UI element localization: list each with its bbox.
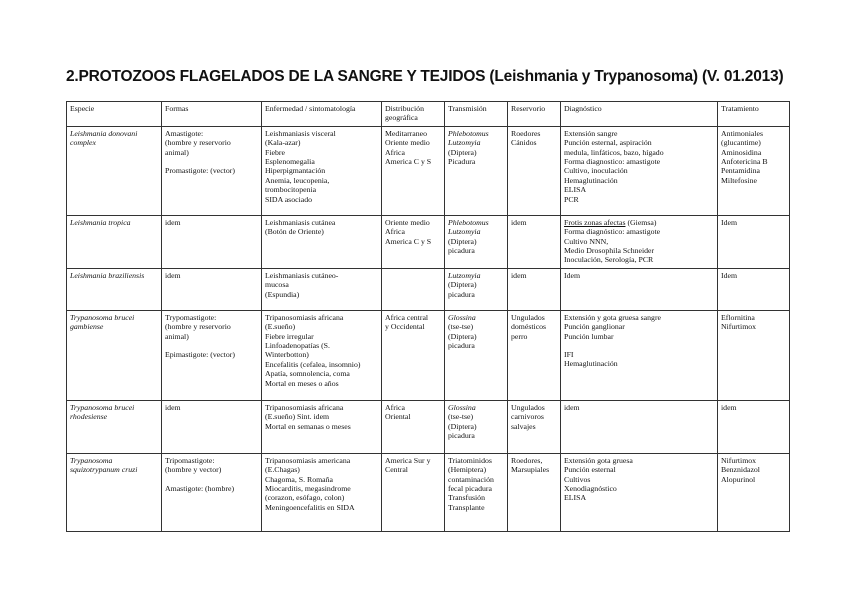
cell-line: trombocitopenia (265, 185, 317, 195)
cell-line: Cultivos (564, 474, 591, 484)
cell-line: (Diptera) (448, 331, 477, 341)
cell-especie (67, 215, 162, 268)
cell-line: ELISA (564, 185, 587, 195)
cell-especie (67, 268, 162, 310)
cell-transmision (445, 126, 508, 215)
cell-line: Idem (721, 270, 738, 280)
cell-enfermedad (262, 268, 382, 310)
header-row (67, 102, 790, 127)
cell-line: Punción esternal, aspiración (564, 138, 652, 148)
cell-enfermedad (262, 400, 382, 453)
cell-line: (Diptera) (448, 421, 477, 431)
cell-diagnostico (561, 400, 718, 453)
cell-reservorio (508, 400, 561, 453)
cell-line: Africa (385, 227, 405, 237)
cell-line: gambiense (70, 322, 104, 332)
cell-diagnostico (561, 215, 718, 268)
cell-line: Nifurtimox (721, 455, 757, 465)
header-enfermedad: Enfermedad / sintomatología (262, 102, 382, 127)
cell-line: idem (511, 270, 527, 280)
cell-line: Epimastigote: (vector) (165, 350, 235, 360)
cell-line: Apatía, somnolencia, coma (265, 369, 350, 379)
cell-line: Leishmaniasis cutánea (265, 217, 336, 227)
cell-line: carnivoros (511, 412, 544, 422)
cell-line: Miocarditis, megasindrome (265, 484, 351, 494)
cell-line: Meningoencefalitis en SIDA (265, 502, 355, 512)
cell-line: Africa central (385, 312, 429, 322)
cell-line: fecal picadura (448, 484, 492, 494)
cell-line: Ungulados (511, 402, 545, 412)
cell-line: (Espundia) (265, 289, 300, 299)
cell-line: Africa (385, 147, 405, 157)
underlined-text: Frotis zonas afectas (564, 217, 626, 227)
cell-line: Antimoniales (721, 128, 764, 138)
cell-line: Tripanosomiasis africana (265, 312, 344, 322)
cell-formas (162, 453, 262, 531)
cell-line: idem (564, 402, 580, 412)
cell-line: (glucantime) (721, 138, 761, 148)
cell-line: Hemaglutinación (564, 175, 618, 185)
cell-line: Glossina (448, 402, 476, 412)
text: (Giemsa) (625, 217, 657, 227)
cell-line: (tse-tse) (448, 412, 474, 422)
cell-enfermedad (262, 215, 382, 268)
cell-line: Africa (385, 402, 405, 412)
cell-transmision (445, 310, 508, 400)
cell-line: Nifurtimox (721, 322, 757, 332)
cell-line: Roedores (511, 128, 541, 138)
cell-line: (Diptera) (448, 236, 477, 246)
cell-line: complex (70, 138, 96, 148)
cell-line: PCR (564, 194, 579, 204)
cell-line: idem (165, 217, 181, 227)
cell-line (165, 157, 258, 166)
cell-diagnostico (561, 268, 718, 310)
cell-line: Marsupiales (511, 465, 550, 475)
cell-line: Central (385, 465, 408, 475)
cell-line: Winterbotton) (265, 350, 309, 360)
cell-tratamiento (718, 400, 790, 453)
cell-line: (hombre y reservorio (165, 322, 231, 332)
cell-line: Fiebre irregular (265, 331, 314, 341)
header-formas: Formas (162, 102, 262, 127)
table-row (67, 400, 790, 453)
cell-transmision (445, 215, 508, 268)
cell-line: Oriente medio (385, 138, 430, 148)
cell-line: (Botón de Oriente) (265, 227, 324, 237)
cell-line: perro (511, 331, 528, 341)
table-row (67, 453, 790, 531)
cell-line (165, 475, 258, 484)
cell-formas (162, 400, 262, 453)
cell-diagnostico (561, 310, 718, 400)
cell-reservorio (508, 268, 561, 310)
cell-line: Phlebotomus (448, 128, 489, 138)
cell-enfermedad (262, 126, 382, 215)
cell-line: Oriente medio (385, 217, 430, 227)
cell-line: Hiperpigmantación (265, 166, 326, 176)
cell-line: idem (721, 402, 737, 412)
cell-tratamiento (718, 126, 790, 215)
cell-line: Glossina (448, 312, 476, 322)
cell-especie (67, 310, 162, 400)
cell-distribucion (382, 268, 445, 310)
cell-transmision (445, 400, 508, 453)
cell-line: Encefalitis (cefalea, insomnio) (265, 359, 361, 369)
cell-line: Roedores, (511, 455, 543, 465)
cell-line: Pentamidina (721, 166, 760, 176)
cell-line: Tripomastigote: (165, 455, 215, 465)
cell-line: Hemaglutinación (564, 359, 618, 369)
cell-especie (67, 400, 162, 453)
cell-line: picadura (448, 431, 475, 441)
cell-line (564, 218, 714, 227)
cell-reservorio (508, 126, 561, 215)
cell-line: Promastigote: (vector) (165, 166, 235, 176)
cell-line: Miltefosine (721, 175, 757, 185)
cell-line: Chagoma, S. Romaña (265, 474, 333, 484)
cell-diagnostico (561, 453, 718, 531)
cell-transmision (445, 268, 508, 310)
cell-formas (162, 310, 262, 400)
cell-line: picadura (448, 341, 475, 351)
cell-distribucion (382, 400, 445, 453)
cell-line: America C y S (385, 236, 432, 246)
cell-line: Lutzomyia (448, 270, 481, 280)
cell-line: Xenodiagnóstico (564, 484, 617, 494)
table-row (67, 268, 790, 310)
cell-line: Oriental (385, 412, 411, 422)
cell-line: (E.Chagas) (265, 465, 300, 475)
cell-line: animal) (165, 331, 189, 341)
cell-line: Lutzomyia (448, 138, 481, 148)
cell-line: Leishmaniasis visceral (265, 128, 336, 138)
cell-line: Leishmania donovani (70, 128, 138, 138)
cell-formas (162, 268, 262, 310)
cell-enfermedad (262, 453, 382, 531)
cell-line: idem (511, 217, 527, 227)
cell-line: Eflornitina (721, 312, 755, 322)
cell-distribucion (382, 126, 445, 215)
cell-distribucion (382, 453, 445, 531)
cell-reservorio (508, 453, 561, 531)
cell-line: (hombre y reservorio (165, 138, 231, 148)
cell-line: Extensión sangre (564, 128, 618, 138)
cell-line: salvajes (511, 421, 536, 431)
cell-line: idem (165, 270, 181, 280)
cell-distribucion (382, 310, 445, 400)
cell-line: Trypomastigote: (165, 312, 217, 322)
header-transmision: Transmisión (445, 102, 508, 127)
cell-line: Extensión y gota gruesa sangre (564, 312, 662, 322)
cell-line: medula, linfáticos, bazo, hígado (564, 147, 664, 157)
cell-line: Lutzomyia (448, 227, 481, 237)
cell-line: Trypanosoma brucei (70, 312, 135, 322)
cell-line: Idem (721, 217, 738, 227)
cell-line (564, 341, 714, 350)
cell-line: Ungulados (511, 312, 545, 322)
cell-line: America Sur y (385, 455, 431, 465)
cell-line: Transplante (448, 502, 485, 512)
cell-line: Anfotericina B (721, 157, 768, 167)
cell-transmision (445, 453, 508, 531)
cell-line: (Kala-azar) (265, 138, 301, 148)
cell-line: Linfoadenopatías (S. (265, 341, 330, 351)
cell-line: Amastigote: (hombre) (165, 483, 235, 493)
cell-reservorio (508, 215, 561, 268)
cell-line (165, 341, 258, 350)
cell-line: Benznidazol (721, 465, 760, 475)
cell-line: (hombre y vector) (165, 465, 222, 475)
cell-line: Fiebre (265, 147, 285, 157)
cell-line: (Diptera) (448, 280, 477, 290)
cell-line: Punción lumbar (564, 331, 614, 341)
cell-line: Leishmania braziliensis (70, 270, 145, 280)
cell-line: contaminación (448, 474, 494, 484)
header-distribucion: Distribución geográfica (382, 102, 445, 127)
cell-line: SIDA asociado (265, 194, 312, 204)
cell-tratamiento (718, 310, 790, 400)
cell-especie (67, 126, 162, 215)
cell-line: Forma diagnostico: amastigote (564, 157, 661, 167)
cell-line: Medio Drosophila Schneider (564, 246, 655, 256)
cell-diagnostico (561, 126, 718, 215)
cell-tratamiento (718, 268, 790, 310)
protozoa-table (66, 101, 790, 532)
cell-line: Punción esternal (564, 465, 616, 475)
cell-line: Mortal en meses o años (265, 378, 339, 388)
table-row (67, 126, 790, 215)
header-especie: Especie (67, 102, 162, 127)
cell-line: y Occidental (385, 322, 425, 332)
cell-line: picadura (448, 246, 475, 256)
table-row (67, 310, 790, 400)
cell-line: Cultivo NNN, (564, 236, 609, 246)
cell-reservorio (508, 310, 561, 400)
cell-line: domésticos (511, 322, 547, 332)
cell-line: Aminosidina (721, 147, 762, 157)
cell-line: Esplenomegalia (265, 157, 315, 167)
cell-line: animal) (165, 147, 189, 157)
cell-line: Cánidos (511, 138, 537, 148)
cell-line: (corazon, esófago, colon) (265, 493, 345, 503)
cell-line: Trypanosoma brucei (70, 402, 135, 412)
cell-line: Inoculación, Serología, PCR (564, 255, 654, 265)
cell-line: Extensión gota gruesa (564, 455, 633, 465)
header-reservorio: Reservorio (508, 102, 561, 127)
cell-line: (Hemiptera) (448, 465, 487, 475)
cell-line: (E.sueño) Sint. idem (265, 412, 330, 422)
cell-line: (tse-tse) (448, 322, 474, 332)
cell-line: Trypanosoma (70, 455, 113, 465)
cell-line: picadura (448, 289, 475, 299)
cell-line: Leishmania tropica (70, 217, 131, 227)
cell-line: IFI (564, 350, 574, 360)
cell-tratamiento (718, 215, 790, 268)
cell-line: Alopurinol (721, 474, 756, 484)
cell-enfermedad (262, 310, 382, 400)
cell-line: Triatominidos (448, 455, 492, 465)
cell-line: rhodesiense (70, 412, 108, 422)
cell-line: Tripanosomiasis africana (265, 402, 344, 412)
header-diagnostico: Diagnóstico (561, 102, 718, 127)
cell-line: Amastigote: (165, 128, 204, 138)
cell-line: Picadura (448, 157, 476, 167)
cell-line: Leishmaniasis cutáneo- (265, 270, 339, 280)
cell-line: Mortal en semanas o meses (265, 421, 351, 431)
page-title: 2.PROTOZOOS FLAGELADOS DE LA SANGRE Y TEJIDOS (Leishmania y Trypanosoma) (V. 01.2013) (66, 68, 784, 85)
cell-line: Tripanosomiasis americana (265, 455, 351, 465)
cell-line: Idem (564, 270, 581, 280)
cell-line: idem (165, 402, 181, 412)
cell-distribucion (382, 215, 445, 268)
cell-line: Anemia, leucopenia, (265, 175, 330, 185)
table-row (67, 215, 790, 268)
cell-line: Phlebotomus (448, 217, 489, 227)
cell-line: America C y S (385, 157, 432, 167)
cell-line: Transfusión (448, 493, 485, 503)
cell-line: Cultivo, inoculación (564, 166, 628, 176)
cell-formas (162, 126, 262, 215)
cell-line: mucosa (265, 280, 289, 290)
cell-line: Meditarraneo (385, 128, 427, 138)
cell-line: squizotrypanum cruzi (70, 465, 138, 475)
cell-especie (67, 453, 162, 531)
cell-formas (162, 215, 262, 268)
cell-line: Punción ganglionar (564, 322, 625, 332)
cell-line: (Diptera) (448, 147, 477, 157)
cell-line: (E.sueño) (265, 322, 296, 332)
header-tratamiento: Tratamiento (718, 102, 790, 127)
cell-line: ELISA (564, 493, 587, 503)
cell-line: Forma diagnóstico: amastigote (564, 227, 661, 237)
cell-tratamiento (718, 453, 790, 531)
